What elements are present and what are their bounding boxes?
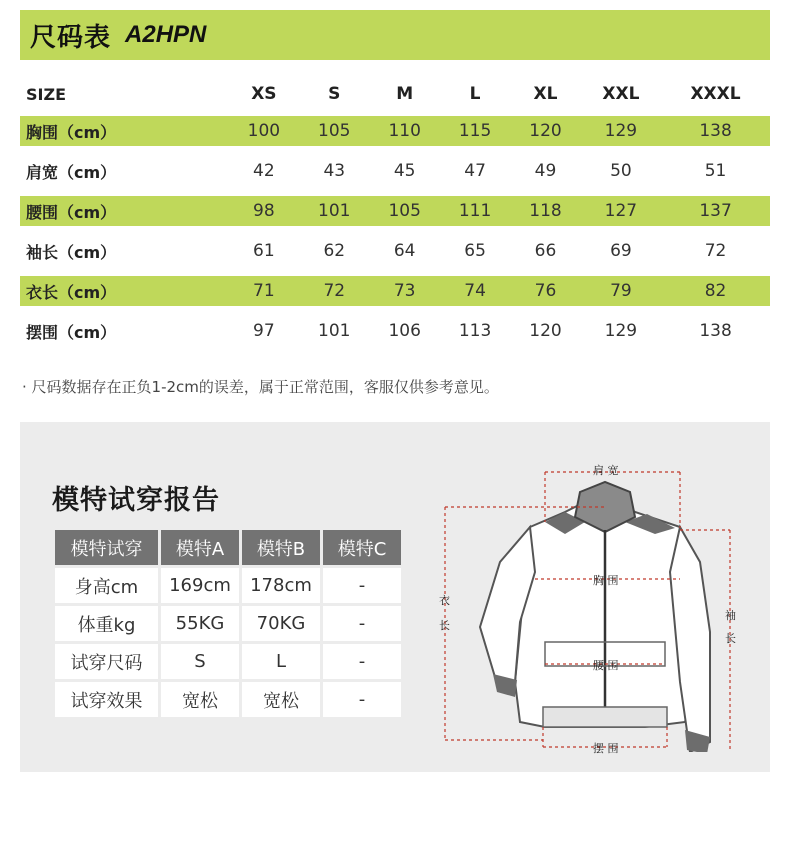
- cell: 97: [253, 321, 275, 341]
- cell: 120: [529, 321, 562, 341]
- row-label: 腰围（cm）: [20, 196, 229, 226]
- cell: 70KG: [242, 606, 320, 641]
- cell: 105: [299, 116, 369, 146]
- col-header: M: [396, 84, 414, 104]
- fitting-report-title: 模特试穿报告: [52, 485, 220, 516]
- cell: 106: [388, 321, 421, 341]
- report-header-row: [55, 530, 401, 565]
- cell: 73: [369, 276, 439, 306]
- col-header: XL: [533, 84, 558, 104]
- cell: 169cm: [161, 568, 239, 603]
- cell: 66: [534, 241, 557, 261]
- cell: S: [161, 644, 239, 679]
- cell: 127: [581, 196, 661, 226]
- col-header: XS: [251, 84, 277, 104]
- cell: 61: [253, 241, 275, 261]
- cell: 113: [458, 321, 492, 341]
- cell: 74: [440, 276, 510, 306]
- row-label: 试穿尺码: [55, 644, 158, 679]
- table-row: [55, 606, 401, 641]
- model-number: A2HPN: [125, 21, 207, 48]
- col-header: S: [328, 84, 341, 104]
- cell: 137: [661, 196, 770, 226]
- row-label: 试穿效果: [55, 682, 158, 717]
- cell: 50: [610, 161, 632, 181]
- table-row: [55, 644, 401, 679]
- shoulder-label: 肩 宽: [593, 464, 619, 477]
- col-header: 模特A: [161, 530, 239, 565]
- table-row: [55, 682, 401, 717]
- col-header: XXL: [602, 84, 640, 104]
- waist-label: 腰 围: [593, 659, 619, 672]
- cell: 98: [229, 196, 299, 226]
- cell: 178cm: [242, 568, 320, 603]
- cell: 115: [440, 116, 510, 146]
- table-row: [55, 568, 401, 603]
- cell: 82: [661, 276, 770, 306]
- cell: 51: [704, 161, 727, 181]
- cell: 55KG: [161, 606, 239, 641]
- row-label: 袖长（cm）: [26, 242, 117, 262]
- cell: 64: [393, 241, 416, 261]
- cell: 宽松: [242, 682, 320, 717]
- size-chart-header: [20, 10, 770, 60]
- table-row: [20, 226, 770, 276]
- cell: 71: [229, 276, 299, 306]
- row-label: 衣长（cm）: [20, 276, 229, 306]
- cell: 138: [699, 321, 732, 341]
- cell: 79: [581, 276, 661, 306]
- col-header: XXXL: [690, 84, 741, 104]
- cell: 120: [510, 116, 580, 146]
- chest-label: 胸 围: [593, 574, 619, 587]
- cell: 43: [323, 161, 346, 181]
- row-label: 体重kg: [55, 606, 158, 641]
- sleeve-label-1: 袖: [725, 609, 736, 622]
- cell: 42: [253, 161, 275, 181]
- cell: -: [323, 568, 401, 603]
- cell: 101: [318, 321, 351, 341]
- hem-label: 摆 围: [593, 742, 619, 755]
- cell: 129: [604, 321, 638, 341]
- col-header: 模特试穿: [55, 530, 158, 565]
- cell: 49: [534, 161, 557, 181]
- size-table: [20, 72, 770, 356]
- jacket-measurement-diagram: [435, 452, 755, 755]
- row-label: 肩宽（cm）: [26, 162, 117, 182]
- cell: 100: [229, 116, 299, 146]
- size-table-header-row: [20, 72, 770, 116]
- size-note: · 尺码数据存在正负1-2cm的误差，属于正常范围，客服仅供参考意见。: [22, 378, 499, 396]
- cell: 72: [704, 241, 727, 261]
- cell: 118: [510, 196, 580, 226]
- row-label: 身高cm: [55, 568, 158, 603]
- cell: 111: [440, 196, 510, 226]
- fitting-report-table: [52, 527, 404, 720]
- col-header: SIZE: [26, 84, 67, 104]
- cell: 65: [464, 241, 486, 261]
- cell: 47: [464, 161, 486, 181]
- col-header: 模特C: [323, 530, 401, 565]
- cell: 129: [581, 116, 661, 146]
- size-chart-title: 尺码表: [30, 22, 112, 53]
- cell: -: [323, 606, 401, 641]
- col-header: L: [469, 84, 481, 104]
- table-row: [20, 306, 770, 356]
- cell: 110: [369, 116, 439, 146]
- table-row: [20, 146, 770, 196]
- table-row: [20, 116, 770, 146]
- cell: 69: [610, 241, 632, 261]
- fitting-report-panel: [20, 422, 770, 772]
- col-header: 模特B: [242, 530, 320, 565]
- sleeve-label-2: 长: [725, 632, 736, 645]
- length-label-2: 长: [439, 619, 450, 632]
- cell: L: [242, 644, 320, 679]
- table-row: [20, 276, 770, 306]
- jacket-illustration: [435, 452, 755, 752]
- cell: 76: [510, 276, 580, 306]
- cell: 101: [299, 196, 369, 226]
- length-label-1: 衣: [439, 594, 450, 607]
- row-label: 胸围（cm）: [20, 116, 229, 146]
- cell: 宽松: [161, 682, 239, 717]
- cell: -: [323, 644, 401, 679]
- cell: -: [323, 682, 401, 717]
- cell: 138: [661, 116, 770, 146]
- cell: 72: [299, 276, 369, 306]
- cell: 62: [323, 241, 346, 261]
- cell: 45: [393, 161, 416, 181]
- row-label: 摆围（cm）: [26, 322, 117, 342]
- table-row: [20, 196, 770, 226]
- cell: 105: [369, 196, 439, 226]
